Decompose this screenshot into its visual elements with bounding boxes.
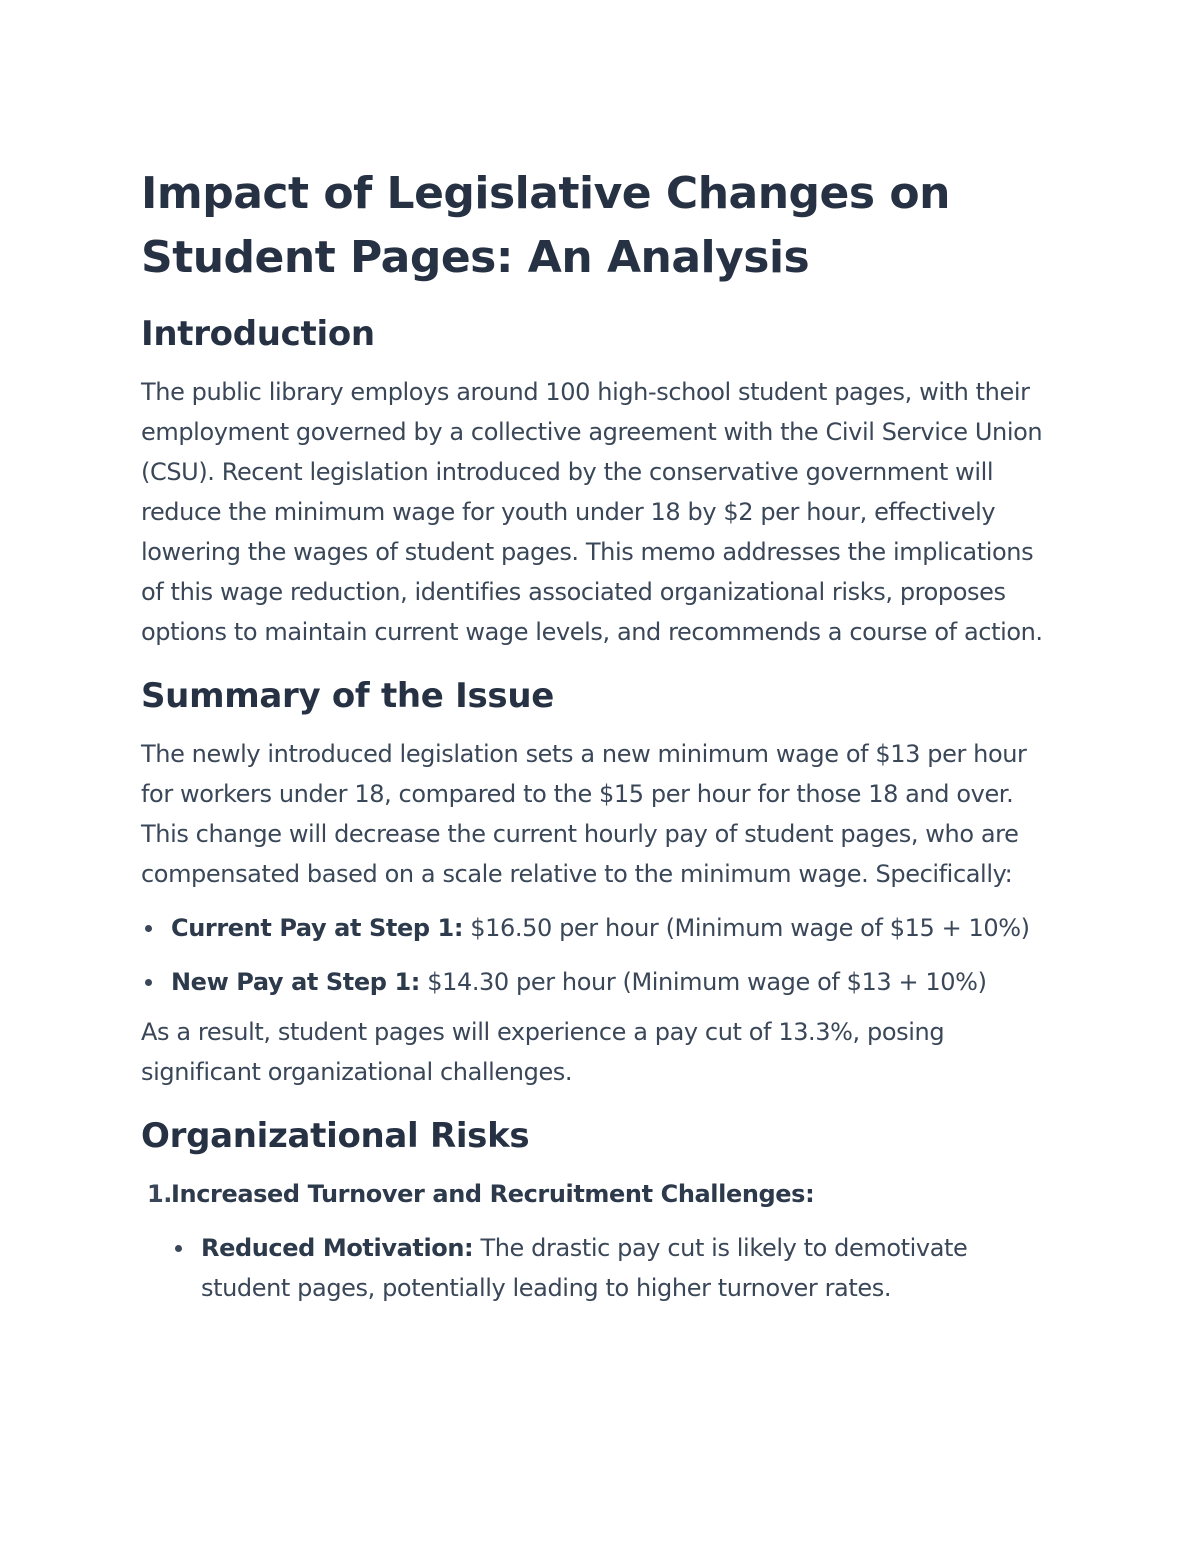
list-item: [141, 962, 1060, 1002]
list-number: 1.: [147, 1180, 173, 1208]
risk-sub-list: [171, 1228, 1060, 1308]
risk-label: Increased Turnover and Recruitment Challenges:: [171, 1180, 815, 1208]
sub-bullet-label: Reduced Motivation:: [201, 1234, 474, 1262]
bullet-text: $16.50 per hour (Minimum wage of $15 + 10%): [463, 914, 1030, 942]
summary-conclusion: As a result, student pages will experience a pay cut of 13.3%, posing significant organizational challenges.: [141, 1018, 945, 1086]
document-title: Impact of Legislative Changes on Student Pages: An Analysis: [141, 168, 950, 283]
introduction-section: [141, 312, 1060, 652]
introduction-paragraph: The public library employs around 100 high-school student pages, with their employment governed by a collective agreement with the Civil Service Union (CSU). Recent legislation introduced by the conservative government will reduce the minimum wage for youth under 18 by $2 per hour, effectively lowering the wages of student pages. This memo addresses the implications of this wage reduction, identifies associated organizational risks, proposes options to maintain current wage levels, and recommends a course of action.: [141, 378, 1043, 646]
list-item: [171, 1228, 1060, 1308]
risks-heading: Organizational Risks: [141, 1116, 530, 1156]
bullet-label: New Pay at Step 1:: [171, 968, 420, 996]
list-item: [141, 1174, 1060, 1308]
summary-section: [141, 674, 1060, 1092]
risks-numbered-list: [141, 1174, 1060, 1308]
bullet-label: Current Pay at Step 1:: [171, 914, 464, 942]
summary-paragraph: The newly introduced legislation sets a new minimum wage of $13 per hour for workers under 18, compared to the $15 per hour for those 18 and over. This change will decrease the current hourly pay of student pages, who are compensated based on a scale relative to the minimum wage. Specifically:: [141, 740, 1027, 888]
risks-section: [141, 1114, 1060, 1308]
introduction-heading: Introduction: [141, 314, 375, 354]
summary-heading: Summary of the Issue: [141, 676, 554, 716]
sub-bullet-text: The drastic pay cut is likely to demotivate student pages, potentially leading to higher turnover rates.: [201, 1234, 968, 1302]
bullet-text: $14.30 per hour (Minimum wage of $13 + 10%): [419, 968, 987, 996]
list-item: [141, 908, 1060, 948]
pay-bullet-list: [141, 908, 1060, 1002]
